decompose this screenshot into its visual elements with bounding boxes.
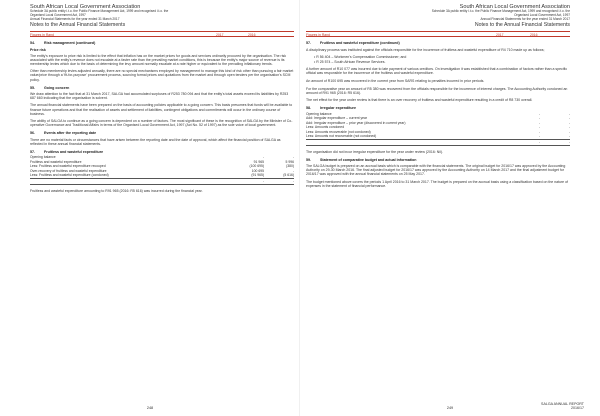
section-title: Fruitless and wasteful expenditure <box>44 149 104 154</box>
section-title: Irregular expenditure <box>320 106 356 111</box>
section-title: Going concern <box>44 85 70 90</box>
value-2017: - <box>538 129 540 134</box>
figures-bar <box>306 31 570 38</box>
right-page <box>300 0 600 416</box>
section-58 <box>306 106 570 154</box>
value-2016: - <box>568 116 570 121</box>
section-57 <box>30 150 294 193</box>
paragraph: For the comparative year an amount of R5 380 was recovered from the officials responsible for the incurrence of interest charges. The Accounting Authority condoned an amount of R91 965 (2016: R5 616). <box>306 86 568 95</box>
org-name: South African Local Government Association <box>459 4 570 10</box>
total-row <box>306 140 570 146</box>
paragraph: The budget mentioned above covers the periods 1 April 2016 to 31 March 2017. The budget is prepared on the accrual basis using a classification based on the nature of expenses in the statement of financial performance. <box>306 179 569 189</box>
section-59-heading <box>306 158 570 162</box>
entity-line: Schedule 3A public entity i.t.o. the Public Finance Management Act, 1999 and recognised i.t.o. the <box>30 9 169 13</box>
paragraph: The entity's exposure to price risk is limited to the effect that inflation has on the market prices for goods and services ordinarily procured by the organisation. The risk associated with the entity's revenue does not escalate at a faster rate than the prevailing market conditions, this is because the entity's major source of revenue is its membership levies which due to the basis of determining the levy amount normally escalate at a rate higher or equivalent to the prevailing inflationary trends. <box>30 53 286 66</box>
section-59 <box>306 158 570 188</box>
section-56 <box>30 131 294 145</box>
value-2017: 100 695 <box>251 168 264 173</box>
value-2016: - <box>568 125 570 130</box>
total-2016: - <box>264 179 294 185</box>
list-item: • R 25 574 – South African Revenue Services. <box>314 60 386 65</box>
paragraph: Fruitless and wasteful expenditure amounting to R91 965 (2016: R5 616) was incurred during the financial year. <box>30 188 203 193</box>
row-label: Less: Amounts condoned <box>306 125 345 130</box>
section-54-heading <box>30 41 294 45</box>
total-2016: - <box>540 140 570 146</box>
value-2017: - <box>538 134 540 139</box>
section-56-heading <box>30 131 294 135</box>
section-number: 57. <box>306 41 311 46</box>
paragraph: The ability of SALGA to continue as a going concern is dependent on a number of factors. The most significant of these is the recognition of SALGA by the Minister of Co-operative Governance and Traditional Affairs in terms of the Organised Local Government Act, 1997 (Act No. 52 of 1997) as the sole voice of local government. <box>30 119 293 128</box>
notes-title: Notes to the Annual Financial Statements <box>474 21 570 28</box>
list-item-text: R 25 574 – South African Revenue Services. <box>316 60 386 65</box>
paragraph: Other than membership levies adjusted annually, there are no special mechanisms employed by management to manage this kind of risk other than pursuing a fair market value/price through a 'fit-for-purpose' procurement process, sourcing formal prices and quotations from the market and through open tenders per the organisation's SCM policy. <box>30 69 294 82</box>
section-54 <box>30 41 294 81</box>
section-55-heading <box>30 86 294 90</box>
value-2016: - <box>568 120 570 125</box>
entity-line: Schedule 3A public entity i.t.o. the Public Finance Management Act, 1999 and recognised i.t.o. the <box>431 9 570 13</box>
row-label: Fruitless and wasteful expenditure <box>30 159 82 164</box>
section-number: 56. <box>30 131 35 136</box>
figures-label: Figures in Rand <box>30 33 54 38</box>
row-label: Opening balance <box>30 155 56 160</box>
period-line: Annual Financial Statements for the year ended 31 March 2017 <box>480 16 570 21</box>
report-brand <box>541 402 584 410</box>
value-2016: - <box>568 134 570 139</box>
section-title: Fruitless and wasteful expenditure (continued) <box>320 41 400 46</box>
value-2017: 91 965 <box>253 159 264 164</box>
row-label: Opening balance <box>306 111 332 116</box>
page-number: 248 <box>146 406 154 410</box>
section-57-continued-heading <box>306 41 570 45</box>
section-number: 55. <box>30 85 35 90</box>
section-57-continued <box>306 41 570 102</box>
row-label: Add: Irregular expenditure – prior year (discovered in current year) <box>306 120 406 125</box>
org-name: South African Local Government Association <box>30 4 141 10</box>
act-line: Organised Local Government Act, 1997 <box>514 12 570 17</box>
value-2016: - <box>292 155 294 160</box>
section-number: 58. <box>306 106 311 111</box>
list-item: • R 56 404 – Workmen's Compensation Commissioner; and <box>314 55 407 60</box>
value-2017: - <box>538 125 540 130</box>
paragraph: The net effect for the year under review is that there is an over recovery of fruitless and wasteful expenditure resulting in a credit of R8 730 overall. <box>306 98 533 103</box>
total-2017: - <box>510 140 540 146</box>
bullet-list <box>314 55 570 64</box>
list-item-text: R 56 404 – Workmen's Compensation Commissioner; and <box>316 55 407 60</box>
section-number: 54. <box>30 41 35 46</box>
page-header <box>30 4 294 28</box>
paragraph: A disciplinary process was instituted against the officials responsible for the incurrence of fruitless and wasteful expenditure of R4 710 made up as follows; <box>306 47 545 52</box>
value-2016: (380) <box>286 164 294 169</box>
paragraph: The SALGA budget is prepared on an accrual basis which is comparable with the financial statements. The original budget for 2016/17 was approved by the Accounting Authority on 29-30 March 2016. The final adjusted budget for 2016/17 was approved by the Accounting Authority on 14 March 2017 and the final adjustment budget for 2016/17 was approved with the annual financial statements on 25 May 2017. <box>306 164 566 177</box>
year-2017: 2017 <box>216 33 224 38</box>
section-title: Events after the reporting date <box>44 131 97 136</box>
section-57-heading <box>30 150 294 154</box>
paragraph: An amount of R100 695 was recovered in the current year from SARS relating to penalties incurred in prior periods. <box>306 78 485 83</box>
figures-label: Figures in Rand <box>306 33 330 38</box>
total-2017: - <box>234 179 264 185</box>
row-label: Less: Amounts not recoverable (not condoned) <box>306 134 377 139</box>
irregular-table <box>306 112 570 146</box>
value-2016: (5 616) <box>283 173 294 178</box>
value-2017: - <box>538 111 540 116</box>
period-line: Annual Financial Statements for the year ended 31 March 2017 <box>30 16 120 21</box>
value-2016: - <box>292 168 294 173</box>
section-58-heading <box>306 106 570 110</box>
price-risk-heading: Price risk <box>30 47 46 52</box>
page-number: 249 <box>446 406 454 410</box>
row-label: Less: Fruitless and wasteful expenditure recouped <box>30 164 106 169</box>
fruitless-table <box>30 156 294 185</box>
paragraph: A further amount of R10 077 was incurred due to late payment of various creditors. On investigation it was established that a combination of factors rather than a specific official was responsible for the incurrence of the fruitless and wasteful expenditure. <box>306 67 568 76</box>
section-number: 57. <box>30 149 35 154</box>
act-line: Organised Local Government Act, 1997 <box>30 12 86 17</box>
paragraph: The organisation did not incur irregular expenditure for the year under review (2016: Nil). <box>306 149 443 154</box>
paragraph: We draw attention to the fact that at 31 March 2017, SALGA had accumulated surpluses of R253 780 094 and that the entity's total assets exceed its liabilities by R253 687 660 indicating that the organisation is solvent. <box>30 91 289 100</box>
brand-year: 2016/17 <box>571 405 584 410</box>
paragraph: There are no material facts or circumstances that have arisen between the reporting date and the date of approval, which affect the financial position of SALGA as reflected in these annual financial statements. <box>30 137 281 146</box>
brand-line: SALGA ANNUAL REPORT <box>541 401 584 406</box>
row-label: Less: Amounts recoverable (not condoned) <box>306 129 371 134</box>
total-label <box>30 179 234 185</box>
year-2017: 2017 <box>496 33 504 38</box>
row-label: Over-recovery of fruitless and wasteful expenditure <box>30 168 107 173</box>
paragraph: The annual financial statements have been prepared on the basis of accounting policies applicable to a going concern. This basis presumes that funds will be available to finance future operations and that the realisation of assets and settlement of liabilities, contingent obligations and commitments will occur in the ordinary course of business. <box>30 103 293 116</box>
value-2017: - <box>262 155 264 160</box>
year-2016: 2016 <box>248 33 256 38</box>
total-row <box>30 179 294 185</box>
section-title: Risk management (continued) <box>44 41 96 46</box>
value-2017: (100 695) <box>249 164 264 169</box>
value-2017: (91 965) <box>251 173 264 178</box>
value-2017: - <box>538 120 540 125</box>
notes-title: Notes to the Annual Financial Statements <box>30 21 126 28</box>
row-label: Less: Fruitless and wasteful expenditure (condoned) <box>30 173 109 178</box>
value-2016: - <box>568 111 570 116</box>
value-2016: 5 996 <box>285 159 294 164</box>
page-header <box>306 4 570 28</box>
value-2017: - <box>538 116 540 121</box>
figures-bar <box>30 31 294 38</box>
year-2016: 2016 <box>530 33 538 38</box>
row-label: Add: Irregular expenditure – current year <box>306 116 368 121</box>
value-2016: - <box>568 129 570 134</box>
section-55 <box>30 86 294 128</box>
section-number: 59. <box>306 158 311 163</box>
total-label <box>306 140 510 146</box>
section-title: Statement of comparative budget and actual information <box>320 158 417 163</box>
